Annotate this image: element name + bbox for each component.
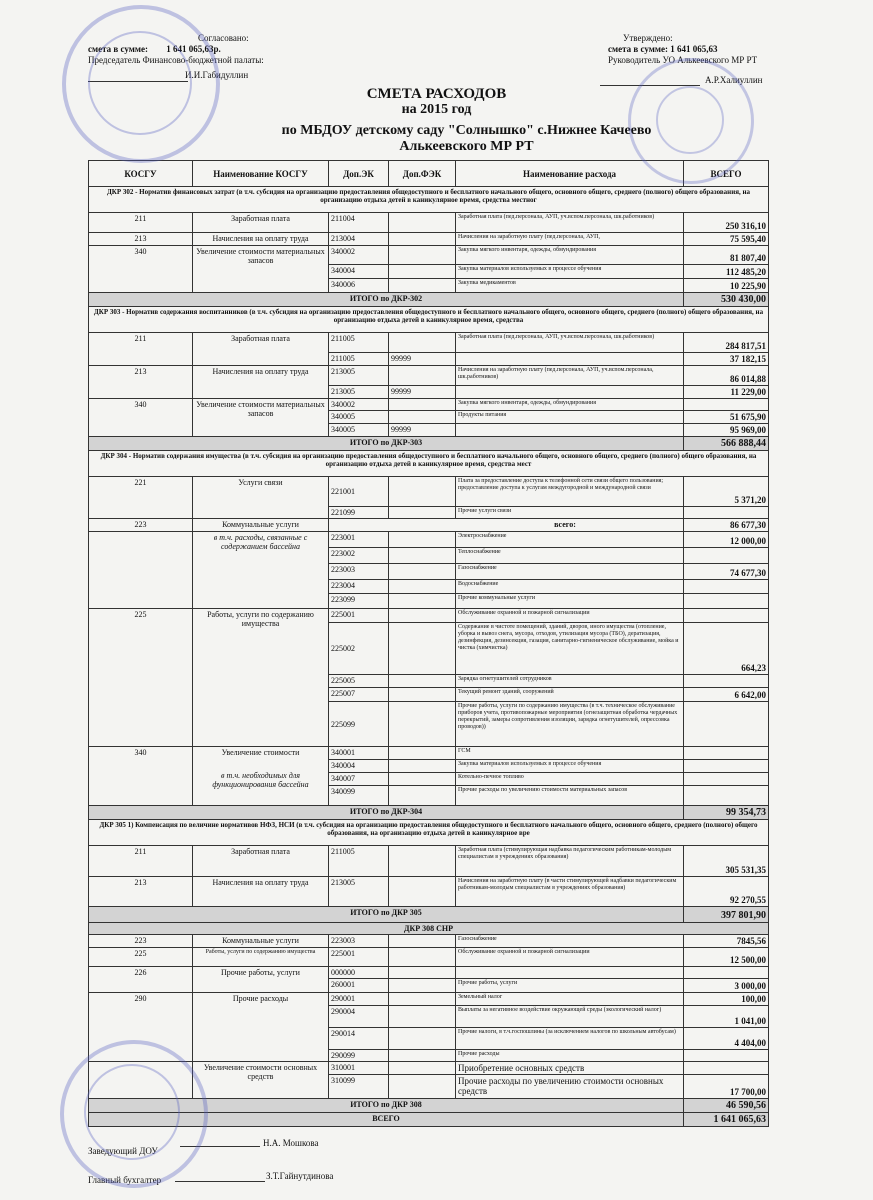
kosgu-name-text: Увеличение стоимости	[221, 748, 300, 757]
ek-code: 340005	[329, 424, 389, 437]
approval-left-title: Согласовано:	[198, 33, 249, 43]
kosgu-name: Прочие работы, услуги	[193, 967, 329, 993]
ek-code: 223001	[329, 532, 389, 548]
ek-code: 225001	[329, 948, 389, 967]
ek-code: 225002	[329, 623, 389, 675]
ek-code: 211004	[329, 213, 389, 233]
ek-code: 340002	[329, 246, 389, 265]
ek-code: 213005	[329, 386, 389, 399]
doc-title-3: по МБДОУ детскому саду "Солнышко" с.Нижнее Качеево	[281, 123, 652, 138]
kosgu-name: Прочие расходы	[193, 993, 329, 1062]
approval-left-name: И.И.Габидуллин	[185, 70, 249, 80]
amount: 7845,56	[684, 935, 769, 948]
amount: 95 969,00	[684, 424, 769, 437]
total-amount: 99 354,73	[684, 806, 769, 820]
expense-name: Земельный налог	[456, 993, 684, 1006]
ek-code: 223099	[329, 594, 389, 609]
total-row	[89, 437, 769, 451]
expense-name: Выплаты за негативное воздействие окружающей среды (экологический налог)	[456, 1006, 684, 1028]
kosgu-name: Коммунальные услуги	[193, 935, 329, 948]
kosgu-name: Начисления на оплату труда	[193, 877, 329, 907]
expense-name: Заработная плата (пед.персонала, АУП, уч.вспом.персонала, шк.работников)	[456, 213, 684, 233]
stamp-finance-chamber	[62, 5, 220, 163]
ek-code: 340006	[329, 279, 389, 293]
ek-code: 213004	[329, 233, 389, 246]
expense-name: Начисления на заработную плату (пед.персонала, АУП, уч.вспом.персонала, шк.работников)	[456, 366, 684, 386]
amount: 86 014,88	[684, 366, 769, 386]
total-amount: 46 590,56	[684, 1099, 769, 1113]
kosgu-code: 340	[89, 747, 193, 806]
table-row	[89, 477, 769, 507]
total-amount: 566 888,44	[684, 437, 769, 451]
expense-name: Заработная плата (стимулирующая надбавка педагогическим работникам-молодым специалистам в учреждениях образования)	[456, 846, 684, 877]
kosgu-code: 211	[89, 213, 193, 233]
table-row	[89, 967, 769, 979]
amount: 11 229,00	[684, 386, 769, 399]
all-label: всего:	[329, 519, 684, 532]
head-label: Заведующий ДОУ	[88, 1146, 158, 1156]
amount: 5 371,20	[684, 477, 769, 507]
expense-name: Содержание в чистоте помещений, зданий, дворов, иного имущества (отопление, уборка и вывоз снега, мусора, отходов, утилизация мусора (ТБО), дератизация, дезинфекция, дезинсекция, газация, санитарно-гигиеническое обслуживание, мойка и чистка (химчистка)	[456, 623, 684, 675]
fek-code: 99999	[389, 386, 456, 399]
table-row	[89, 519, 769, 532]
section-title-303: ДКР 303 - Норматив содержания воспитанников (в т.ч. субсидия на организацию предоставления общедоступного и бесплатного начального общего, основного общего, среднего (полного) общего образования, на организацию отдыха детей в каникулярное время, средства	[89, 307, 769, 333]
ek-code: 223002	[329, 548, 389, 564]
approval-right-position: Руководитель УО Алькеевского МР РТ	[608, 55, 758, 65]
estimate-table	[88, 160, 769, 1127]
ek-code: 221099	[329, 507, 389, 519]
expense-name: Закупка мягкого инвентаря, одежды, обмундирования	[456, 246, 684, 265]
ek-code: 213005	[329, 877, 389, 907]
doc-title-4: Алькеевского МР РТ	[399, 139, 534, 154]
ek-code: 225005	[329, 675, 389, 688]
amount: 81 807,40	[684, 246, 769, 265]
ek-code: 223004	[329, 580, 389, 594]
ek-code: 290004	[329, 1006, 389, 1028]
kosgu-code: 290	[89, 993, 193, 1062]
total-label: ИТОГО по ДКР 308	[89, 1099, 684, 1113]
table-row	[89, 948, 769, 967]
total-amount: 397 801,90	[684, 907, 769, 923]
ek-code: 000000	[329, 967, 389, 979]
ek-code: 225099	[329, 702, 389, 747]
expense-name: Текущий ремонт зданий, сооружений	[456, 688, 684, 702]
kosgu-code: 225	[89, 609, 193, 747]
total-row	[89, 293, 769, 307]
table-row	[89, 609, 769, 623]
doc-title-1: СМЕТА РАСХОДОВ	[366, 86, 507, 102]
expense-name: Обслуживание охранной и пожарной сигнализации	[456, 948, 684, 967]
approval-right-name: А.Р.Халиуллин	[705, 75, 763, 85]
amount: 10 225,90	[684, 279, 769, 293]
ek-code: 310099	[329, 1075, 389, 1099]
amount: 86 677,30	[684, 519, 769, 532]
amount: 4 404,00	[684, 1028, 769, 1050]
table-row	[89, 935, 769, 948]
amount: 6 642,00	[684, 688, 769, 702]
expense-name: Закупка медикаментов	[456, 279, 684, 293]
approval-right-sum: смета в сумме: 1 641 065,63	[608, 44, 718, 54]
section-row	[89, 451, 769, 477]
total-label: ИТОГО по ДКР 305	[89, 907, 684, 923]
expense-name: Приобретение основных средств	[456, 1062, 684, 1075]
ek-code: 340001	[329, 747, 389, 760]
kosgu-code: 213	[89, 366, 193, 399]
ek-code: 340007	[329, 773, 389, 786]
total-row	[89, 806, 769, 820]
table-row	[89, 246, 769, 265]
approval-right-title: Утверждено:	[623, 33, 673, 43]
kosgu-name: Начисления на оплату труда	[193, 233, 329, 246]
expense-name: Закупка материалов используемых в процессе обучения	[456, 760, 684, 773]
expense-name: Закупка материалов используемых в процессе обучения	[456, 265, 684, 279]
col-header: Наименование расхода	[456, 161, 684, 187]
ek-code: 223003	[329, 935, 389, 948]
ek-code: 340002	[329, 399, 389, 411]
ek-code: 221001	[329, 477, 389, 507]
kosgu-code: 211	[89, 333, 193, 366]
amount: 100,00	[684, 993, 769, 1006]
amount: 92 270,55	[684, 877, 769, 907]
ek-code: 290099	[329, 1050, 389, 1062]
table-row	[89, 233, 769, 246]
table-row	[89, 366, 769, 386]
table-row	[89, 399, 769, 411]
total-label: ИТОГО по ДКР-304	[89, 806, 684, 820]
approval-left-position: Председатель Финансово-бюджетной палаты:	[88, 55, 264, 65]
expense-name: Плата за предоставление доступа к телефонной сети связи общего пользования; предоставление доступа к услугам междугородной и международной связи	[456, 477, 684, 507]
expense-name: Зарядка огнетушителей сотрудников	[456, 675, 684, 688]
amount: 51 675,90	[684, 411, 769, 424]
kosgu-name: Увеличение стоимости основных средств	[193, 1062, 329, 1099]
expense-name: Прочие коммунальные услуги	[456, 594, 684, 609]
ek-code: 290001	[329, 993, 389, 1006]
expense-name: Прочие расходы по увеличению стоимости материальных запасов	[456, 786, 684, 806]
amount: 250 316,10	[684, 213, 769, 233]
accountant-label: Главный бухгалтер	[88, 1175, 162, 1185]
expense-name: Начисления на заработную плату (в части стимулирующей надбавки педагогическим работникам-молодым специалистам в учреждениях образования)	[456, 877, 684, 907]
expense-name: Котельно-печное топливо	[456, 773, 684, 786]
ek-code: 211005	[329, 333, 389, 353]
kosgu-code: 226	[89, 967, 193, 993]
ek-code: 290014	[329, 1028, 389, 1050]
kosgu-code: 223	[89, 519, 193, 532]
col-header: Доп.ЭК	[329, 161, 389, 187]
ek-code: 225001	[329, 609, 389, 623]
expense-name: Прочие работы, услуги по содержанию имущества (в т.ч. техническое обслуживание приборов учета, противопожарные мероприятия (огнезащитная обработка чердачных перекрытий, замеры сопротивления изоляции, зарядка огнетушителей, опрессовка проводов))	[456, 702, 684, 747]
kosgu-name: Коммунальные услуги	[193, 519, 329, 532]
table-row	[89, 333, 769, 353]
amount: 75 595,40	[684, 233, 769, 246]
ek-code: 340099	[329, 786, 389, 806]
section-title-302: ДКР 302 - Норматив финансовых затрат (в т.ч. субсидия на организацию предоставления общедоступного и бесплатного начального общего, основного общего, среднего (полного) общего образования, на организацию отдыха детей в каникулярное время, средства местног	[89, 187, 769, 213]
ek-code: 340004	[329, 760, 389, 773]
ek-code: 310001	[329, 1062, 389, 1075]
kosgu-name: Заработная плата	[193, 333, 329, 366]
sum-label: смета в сумме:	[88, 44, 149, 54]
expense-name: Прочие услуги связи	[456, 507, 684, 519]
kosgu-code: 221	[89, 477, 193, 519]
expense-name: Закупка мягкого инвентаря, одежды, обмундирования	[456, 399, 684, 411]
amount: 664,23	[684, 623, 769, 675]
head-name: Н.А. Мошкова	[263, 1138, 319, 1148]
col-header: Наименование КОСГУ	[193, 161, 329, 187]
kosgu-name: Заработная плата	[193, 213, 329, 233]
kosgu-subname: в т.ч. расходы, связанные с содержанием бассейна	[193, 532, 329, 609]
accountant-name: З.Т.Гайнутдинова	[266, 1171, 334, 1181]
amount: 1 041,00	[684, 1006, 769, 1028]
total-row	[89, 907, 769, 923]
stamp-education-dept	[628, 58, 754, 184]
kosgu-name: Увеличение стоимости материальных запасов	[193, 399, 329, 437]
col-header: КОСГУ	[89, 161, 193, 187]
expense-name: Электроснабжение	[456, 532, 684, 548]
amount: 112 485,20	[684, 265, 769, 279]
section-title-305: ДКР 305 1) Компенсация по величине нормативов НФЗ, НСИ (в т.ч. субсидия на организацию предоставления общедоступного и бесплатного начального общего, основного общего, среднего (полного) общего образования, на организацию отдыха детей в каникулярное вре	[89, 820, 769, 846]
amount: 305 531,35	[684, 846, 769, 877]
sum-value: 1 641 065,63р.	[166, 44, 221, 54]
total-label: ИТОГО по ДКР-302	[89, 293, 684, 307]
ek-code: 340005	[329, 411, 389, 424]
amount: 17 700,00	[684, 1075, 769, 1099]
kosgu-code: 340	[89, 399, 193, 437]
expense-name: Прочие работы, услуги	[456, 979, 684, 993]
col-header: Доп.ФЭК	[389, 161, 456, 187]
kosgu-name: Заработная плата	[193, 846, 329, 877]
expense-name: Водоснабжение	[456, 580, 684, 594]
grand-total-label: ВСЕГО	[89, 1113, 684, 1127]
kosgu-code: 225	[89, 948, 193, 967]
amount: 12 000,00	[684, 532, 769, 548]
table-row	[89, 993, 769, 1006]
section-title-308: ДКР 308 СНР	[89, 923, 769, 935]
kosgu-name: Начисления на оплату труда	[193, 366, 329, 399]
fek-code: 99999	[389, 353, 456, 366]
fek-code: 99999	[389, 424, 456, 437]
expense-name: Обслуживание охранной и пожарной сигнализации	[456, 609, 684, 623]
amount: 12 500,00	[684, 948, 769, 967]
expense-name: Прочие расходы	[456, 1050, 684, 1062]
expense-name: Заработная плата (пед.персонала, АУП, уч.вспом.персонала, шк.работников)	[456, 333, 684, 353]
kosgu-code: 213	[89, 877, 193, 907]
grand-total-amount: 1 641 065,63	[684, 1113, 769, 1127]
kosgu-subname: в т.ч. необходимых для функционирования бассейна	[212, 771, 309, 789]
kosgu-code: 211	[89, 846, 193, 877]
ek-code: 211005	[329, 353, 389, 366]
amount: 3 000,00	[684, 979, 769, 993]
kosgu-code: 223	[89, 935, 193, 948]
amount: 37 182,15	[684, 353, 769, 366]
kosgu-name: Услуги связи	[193, 477, 329, 519]
expense-name: Газоснабжение	[456, 935, 684, 948]
table-row	[89, 532, 769, 548]
total-label: ИТОГО по ДКР-303	[89, 437, 684, 451]
ek-code: 260001	[329, 979, 389, 993]
table-row	[89, 846, 769, 877]
table-row	[89, 877, 769, 907]
ek-code: 340004	[329, 265, 389, 279]
kosgu-name: Работы, услуги по содержанию имущества	[193, 948, 329, 967]
expense-name: Теплоснабжение	[456, 548, 684, 564]
section-row	[89, 923, 769, 935]
kosgu-code: 213	[89, 233, 193, 246]
section-title-304: ДКР 304 - Норматив содержания имущества (в т.ч. субсидия на организацию предоставления общедоступного и бесплатного начального общего, основного общего, среднего (полного) общего образования, на организацию отдыха детей в каникулярное время, средства мест	[89, 451, 769, 477]
expense-name: Прочие налоги, в т.ч.госпошлины (за исключением налогов по школьным автобусам)	[456, 1028, 684, 1050]
signature-line-accountant	[175, 1181, 265, 1182]
table-row	[89, 747, 769, 760]
ek-code: 223003	[329, 564, 389, 580]
expense-name: Начисления на заработную плату (пед.персонала, АУП,	[456, 233, 684, 246]
expense-name: Продукты питания	[456, 411, 684, 424]
doc-title-2: на 2015 год	[401, 102, 472, 117]
kosgu-name	[193, 747, 329, 806]
kosgu-code: 340	[89, 246, 193, 293]
table-row	[89, 213, 769, 233]
section-row	[89, 820, 769, 846]
section-row	[89, 307, 769, 333]
kosgu-name: Увеличение стоимости материальных запасов	[193, 246, 329, 293]
ek-code: 213005	[329, 366, 389, 386]
ek-code: 211005	[329, 846, 389, 877]
stamp-kindergarten	[60, 1040, 208, 1188]
amount: 74 677,30	[684, 564, 769, 580]
expense-name: Газоснабжение	[456, 564, 684, 580]
ek-code: 225007	[329, 688, 389, 702]
expense-name: Прочие расходы по увеличению стоимости основных средств	[456, 1075, 684, 1099]
kosgu-name: Работы, услуги по содержанию имущества	[193, 609, 329, 747]
col-header: ВСЕГО	[684, 161, 769, 187]
section-row	[89, 187, 769, 213]
amount: 284 817,51	[684, 333, 769, 353]
expense-name: ГСМ	[456, 747, 684, 760]
total-amount: 530 430,00	[684, 293, 769, 307]
